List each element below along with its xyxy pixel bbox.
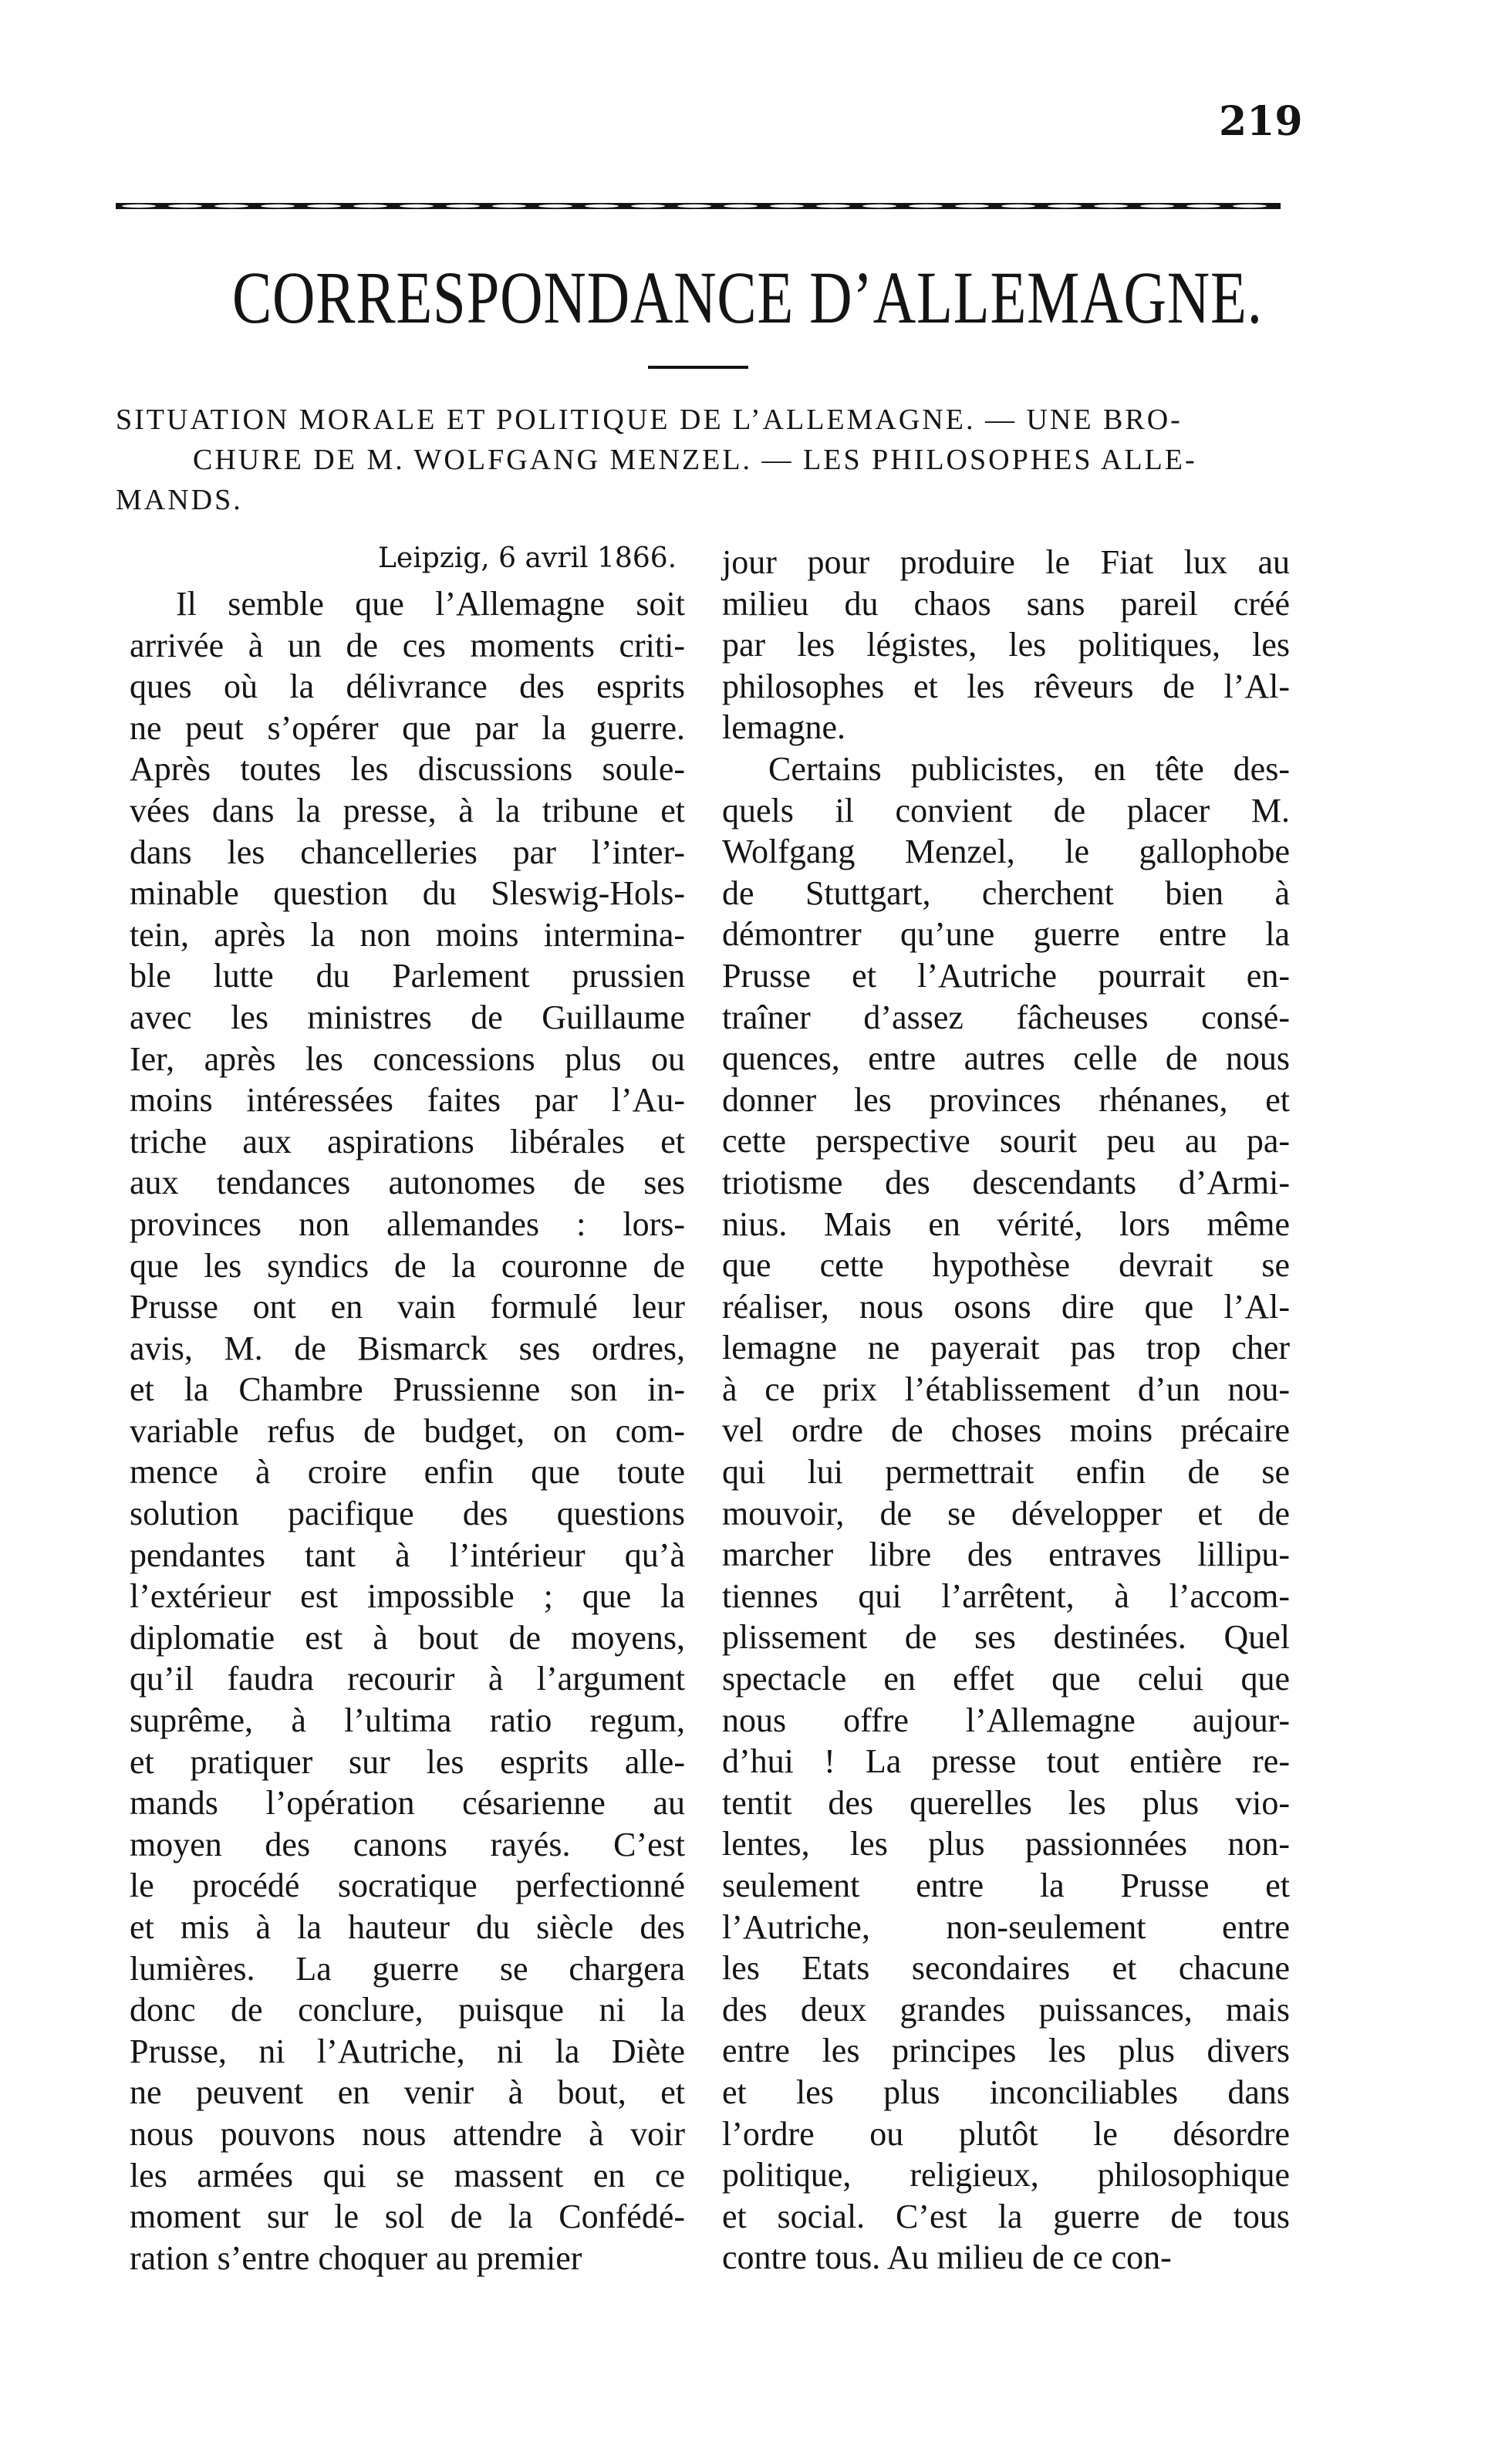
text-line: suprême, à l’ultima ratio regum, — [130, 1701, 685, 1740]
text-line: lumières. La guerre se chargera — [130, 1949, 685, 1988]
text-line: mence à croire enfin que toute — [130, 1453, 685, 1492]
text-line: entre les principes les plus divers — [722, 2032, 1290, 2070]
text-line: des deux grandes puissances, mais — [722, 1990, 1290, 2029]
text-line: mouvoir, de se développer et de — [722, 1494, 1290, 1532]
text-line: triotisme des descendants d’Armi- — [722, 1163, 1290, 1201]
text-line: variable refus de budget, on com- — [130, 1411, 685, 1450]
subtitle-line: MANDS. — [116, 484, 243, 516]
text-line: qu’il faudra recourir à l’argument — [130, 1660, 685, 1698]
text-line: lentes, les plus passionnées non- — [722, 1825, 1290, 1863]
text-line: milieu du chaos sans pareil créé — [722, 584, 1290, 623]
text-line: solution pacifique des questions — [130, 1495, 685, 1533]
text-line: arrivée à un de ces moments criti- — [130, 626, 685, 664]
text-line: donner les provinces rhénanes, et — [722, 1080, 1290, 1119]
text-line: et la Chambre Prussienne son in- — [130, 1370, 685, 1409]
text-line: à ce prix l’établissement d’un nou- — [722, 1370, 1290, 1408]
text-line: Ier, après les concessions plus ou — [130, 1039, 685, 1078]
text-line: Prusse et l’Autriche pourrait en- — [722, 956, 1290, 995]
text-line: diplomatie est à bout de moyens, — [130, 1618, 685, 1657]
text-line: aux tendances autonomes de ses — [130, 1164, 685, 1202]
text-line: quels il convient de placer M. — [722, 791, 1290, 829]
text-line: par les légistes, les politiques, les — [722, 626, 1290, 664]
text-line: avis, M. de Bismarck ses ordres, — [130, 1329, 685, 1367]
text-line: ration s’entre choquer au premier — [130, 2238, 582, 2277]
subtitle-line: SITUATION MORALE ET POLITIQUE DE L’ALLEMAGNE. — UNE BRO- — [116, 404, 1183, 436]
text-line: philosophes et les rêveurs de l’Al- — [722, 667, 1290, 705]
text-line: les Etats secondaires et chacune — [722, 1949, 1290, 1988]
text-line: marcher libre des entraves lillipu- — [722, 1536, 1290, 1574]
text-line: l’ordre ou plutôt le désordre — [722, 2114, 1290, 2153]
dateline: Leipzig, 6 avril 1866. — [378, 542, 677, 574]
text-line: nius. Mais en vérité, lors même — [722, 1204, 1290, 1243]
text-line: que cette hypothèse devrait se — [722, 1246, 1290, 1285]
text-line: contre tous. Au milieu de ce con- — [722, 2238, 1172, 2277]
text-line: quences, entre autres celle de nous — [722, 1039, 1290, 1078]
article-subtitle — [116, 400, 1281, 520]
text-line: de Stuttgart, cherchent bien à — [722, 873, 1290, 912]
text-line: lemagne ne payerait pas trop cher — [722, 1329, 1290, 1367]
text-line: tiennes qui l’arrêtent, à l’accom- — [722, 1576, 1290, 1615]
title-rule — [648, 366, 748, 369]
text-line: jour pour produire le Fiat lux au — [722, 543, 1290, 581]
text-line: spectacle en effet que celui que — [722, 1660, 1290, 1698]
text-line: l’extérieur est impossible ; que la — [130, 1577, 685, 1616]
text-line: Wolfgang Menzel, le gallophobe — [722, 833, 1290, 871]
text-line: ques où la délivrance des esprits — [130, 667, 685, 706]
text-line: Prusse ont en vain formulé leur — [130, 1288, 685, 1326]
text-line: que les syndics de la couronne de — [130, 1246, 685, 1285]
subtitle-line: CHURE DE M. WOLFGANG MENZEL. — LES PHILOSOPHES ALLE- — [193, 444, 1197, 476]
text-line: le procédé socratique perfectionné — [130, 1867, 685, 1905]
text-line: et les plus inconciliables dans — [722, 2073, 1290, 2111]
text-line: démontrer qu’une guerre entre la — [722, 915, 1290, 954]
text-line: qui lui permettrait enfin de se — [722, 1453, 1290, 1492]
ornament-rule — [116, 193, 1281, 219]
article-title: CORRESPONDANCE D’ALLEMAGNE. — [232, 256, 1263, 339]
text-line: et social. C’est la guerre de tous — [722, 2197, 1290, 2235]
text-line: minable question du Sleswig-Hols- — [130, 874, 685, 913]
text-line: ne peuvent en venir à bout, et — [130, 2073, 685, 2112]
text-line: seulement entre la Prusse et — [722, 1867, 1290, 1904]
text-line: d’hui ! La presse tout entière re- — [722, 1742, 1290, 1781]
text-line: moment sur le sol de la Confédé- — [130, 2198, 685, 2236]
text-line: ne peut s’opérer que par la guerre. — [130, 708, 685, 747]
text-line: nous offre l’Allemagne aujour- — [722, 1701, 1290, 1739]
text-line: mands l’opération césarienne au — [130, 1784, 685, 1823]
text-line: et mis à la hauteur du siècle des — [130, 1908, 685, 1946]
text-line: triche aux aspirations libérales et — [130, 1122, 685, 1161]
text-line: tein, après la non moins intermina- — [130, 915, 685, 954]
text-line: traîner d’assez fâcheuses consé- — [722, 998, 1290, 1036]
text-line: vées dans la presse, à la tribune et — [130, 791, 685, 829]
text-line: vel ordre de choses moins précaire — [722, 1411, 1290, 1450]
text-line: les armées qui se massent en ce — [130, 2156, 685, 2194]
text-line: Il semble que l’Allemagne soit — [176, 585, 685, 623]
text-line: ble lutte du Parlement prussien — [130, 957, 685, 995]
text-line: nous pouvons nous attendre à voir — [130, 2114, 685, 2153]
text-line: donc de conclure, puisque ni la — [130, 1991, 685, 2029]
text-line: moins intéressées faites par l’Au- — [130, 1081, 685, 1120]
text-line: plissement de ses destinées. Quel — [722, 1618, 1290, 1657]
right-text-column — [722, 542, 1290, 2279]
text-line: Après toutes les discussions soule- — [130, 750, 685, 789]
text-line: Prusse, ni l’Autriche, ni la Diète — [130, 2032, 685, 2070]
text-line: tentit des querelles les plus vio- — [722, 1783, 1290, 1822]
text-line: dans les chancelleries par l’inter- — [130, 833, 685, 871]
text-line: réaliser, nous osons dire que l’Al- — [722, 1287, 1290, 1326]
text-line: l’Autriche, non-seulement entre — [722, 1907, 1290, 1946]
text-line: cette perspective sourit peu au pa- — [722, 1122, 1290, 1161]
page-number: 219 — [1219, 98, 1303, 145]
text-line: politique, religieux, philosophique — [722, 2156, 1290, 2194]
text-line: et pratiquer sur les esprits alle- — [130, 1742, 685, 1781]
text-line: moyen des canons rayés. C’est — [130, 1825, 685, 1863]
text-line: avec les ministres de Guillaume — [130, 998, 685, 1036]
text-line: lemagne. — [722, 708, 846, 747]
text-line: Certains publicistes, en tête des- — [768, 749, 1290, 788]
text-line: provinces non allemandes : lors- — [130, 1204, 685, 1243]
text-line: pendantes tant à l’intérieur qu’à — [130, 1536, 685, 1574]
left-text-column — [130, 583, 685, 2279]
